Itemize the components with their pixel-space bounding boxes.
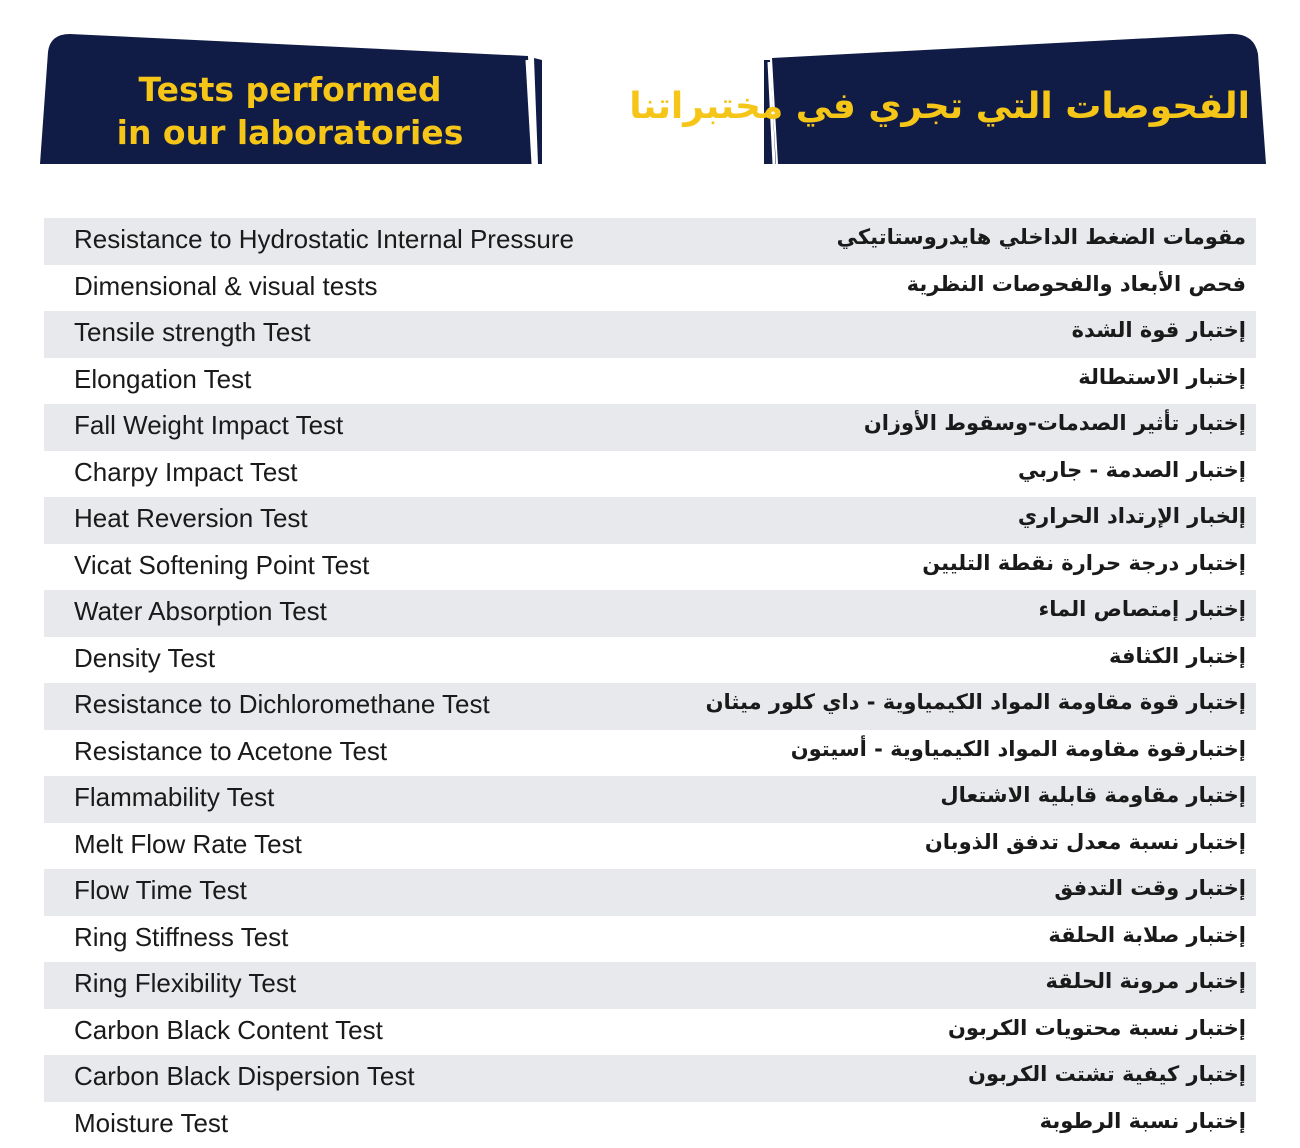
table-row [44, 1009, 1256, 1056]
test-name-arabic: إختبار الصدمة - جاربي [1018, 451, 1246, 489]
test-name-arabic: إختبارقوة مقاومة المواد الكيمياوية - أسيتون [791, 730, 1246, 768]
table-row [44, 265, 1256, 312]
test-name-english: Fall Weight Impact Test [74, 404, 343, 446]
table-row [44, 823, 1256, 870]
table-row [44, 637, 1256, 684]
test-name-arabic: إختبار قوة مقاومة المواد الكيمياوية - داي كلور ميثان [706, 683, 1246, 721]
test-name-arabic: إختبار الاستطالة [1078, 358, 1246, 396]
test-name-arabic: مقومات الضغط الداخلي هايدروستاتيكي [837, 218, 1246, 256]
test-name-english: Ring Flexibility Test [74, 962, 296, 1004]
test-name-english: Vicat Softening Point Test [74, 544, 369, 586]
test-name-arabic: إختبار صلابة الحلقة [1048, 916, 1246, 954]
table-row [44, 404, 1256, 451]
test-name-english: Melt Flow Rate Test [74, 823, 302, 865]
test-name-english: Density Test [74, 637, 215, 679]
table-row [44, 962, 1256, 1009]
test-name-english: Resistance to Dichloromethane Test [74, 683, 490, 725]
test-name-arabic: إختبار درجة حرارة نقطة التليين [922, 544, 1246, 582]
test-name-english: Water Absorption Test [74, 590, 327, 632]
test-name-arabic: إلخبار الإرتداد الحراري [1018, 497, 1246, 535]
table-row [44, 218, 1256, 265]
test-name-english: Flammability Test [74, 776, 274, 818]
test-name-arabic: إختبار كيفية تشتت الكربون [968, 1055, 1246, 1093]
test-name-english: Heat Reversion Test [74, 497, 308, 539]
test-name-english: Carbon Black Content Test [74, 1009, 383, 1051]
test-name-arabic: إختبار نسبة محتويات الكربون [948, 1009, 1246, 1047]
table-row [44, 683, 1256, 730]
test-name-english: Resistance to Hydrostatic Internal Pressure [74, 218, 574, 260]
table-row [44, 451, 1256, 498]
test-name-english: Moisture Test [74, 1102, 228, 1144]
table-row [44, 869, 1256, 916]
test-name-english: Tensile strength Test [74, 311, 311, 353]
test-name-arabic: إختبار قوة الشدة [1072, 311, 1246, 349]
test-name-english: Charpy Impact Test [74, 451, 298, 493]
test-name-english: Ring Stiffness Test [74, 916, 288, 958]
test-name-arabic: فحص الأبعاد والفحوصات النظرية [907, 265, 1246, 303]
table-row [44, 776, 1256, 823]
test-name-english: Flow Time Test [74, 869, 247, 911]
table-row [44, 1055, 1256, 1102]
table-row [44, 916, 1256, 963]
test-name-arabic: إختبار تأثير الصدمات-وسقوط الأوزان [864, 404, 1246, 442]
test-name-arabic: إختبار إمتصاص الماء [1039, 590, 1246, 628]
tests-table [44, 218, 1256, 1148]
test-name-arabic: إختبار نسبة معدل تدفق الذوبان [925, 823, 1246, 861]
table-row [44, 358, 1256, 405]
test-name-english: Carbon Black Dispersion Test [74, 1055, 415, 1097]
test-name-arabic: إختبار الكثافة [1109, 637, 1246, 675]
left-banner-edge [534, 58, 542, 164]
test-name-arabic: إختبار مرونة الحلقة [1046, 962, 1246, 1000]
test-name-english: Resistance to Acetone Test [74, 730, 387, 772]
title-arabic: الفحوصات التي تجري في مختبراتنا [780, 82, 1250, 132]
table-row [44, 544, 1256, 591]
test-name-arabic: إختبار مقاومة قابلية الاشتعال [940, 776, 1246, 814]
table-row [44, 730, 1256, 777]
test-name-english: Dimensional & visual tests [74, 265, 377, 307]
test-name-arabic: إختبار نسبة الرطوبة [1040, 1102, 1246, 1140]
title-english: Tests performed in our laboratories [90, 68, 490, 154]
table-row [44, 590, 1256, 637]
test-name-arabic: إختبار وقت التدفق [1054, 869, 1246, 907]
test-name-english: Elongation Test [74, 358, 251, 400]
table-row [44, 497, 1256, 544]
table-row [44, 311, 1256, 358]
